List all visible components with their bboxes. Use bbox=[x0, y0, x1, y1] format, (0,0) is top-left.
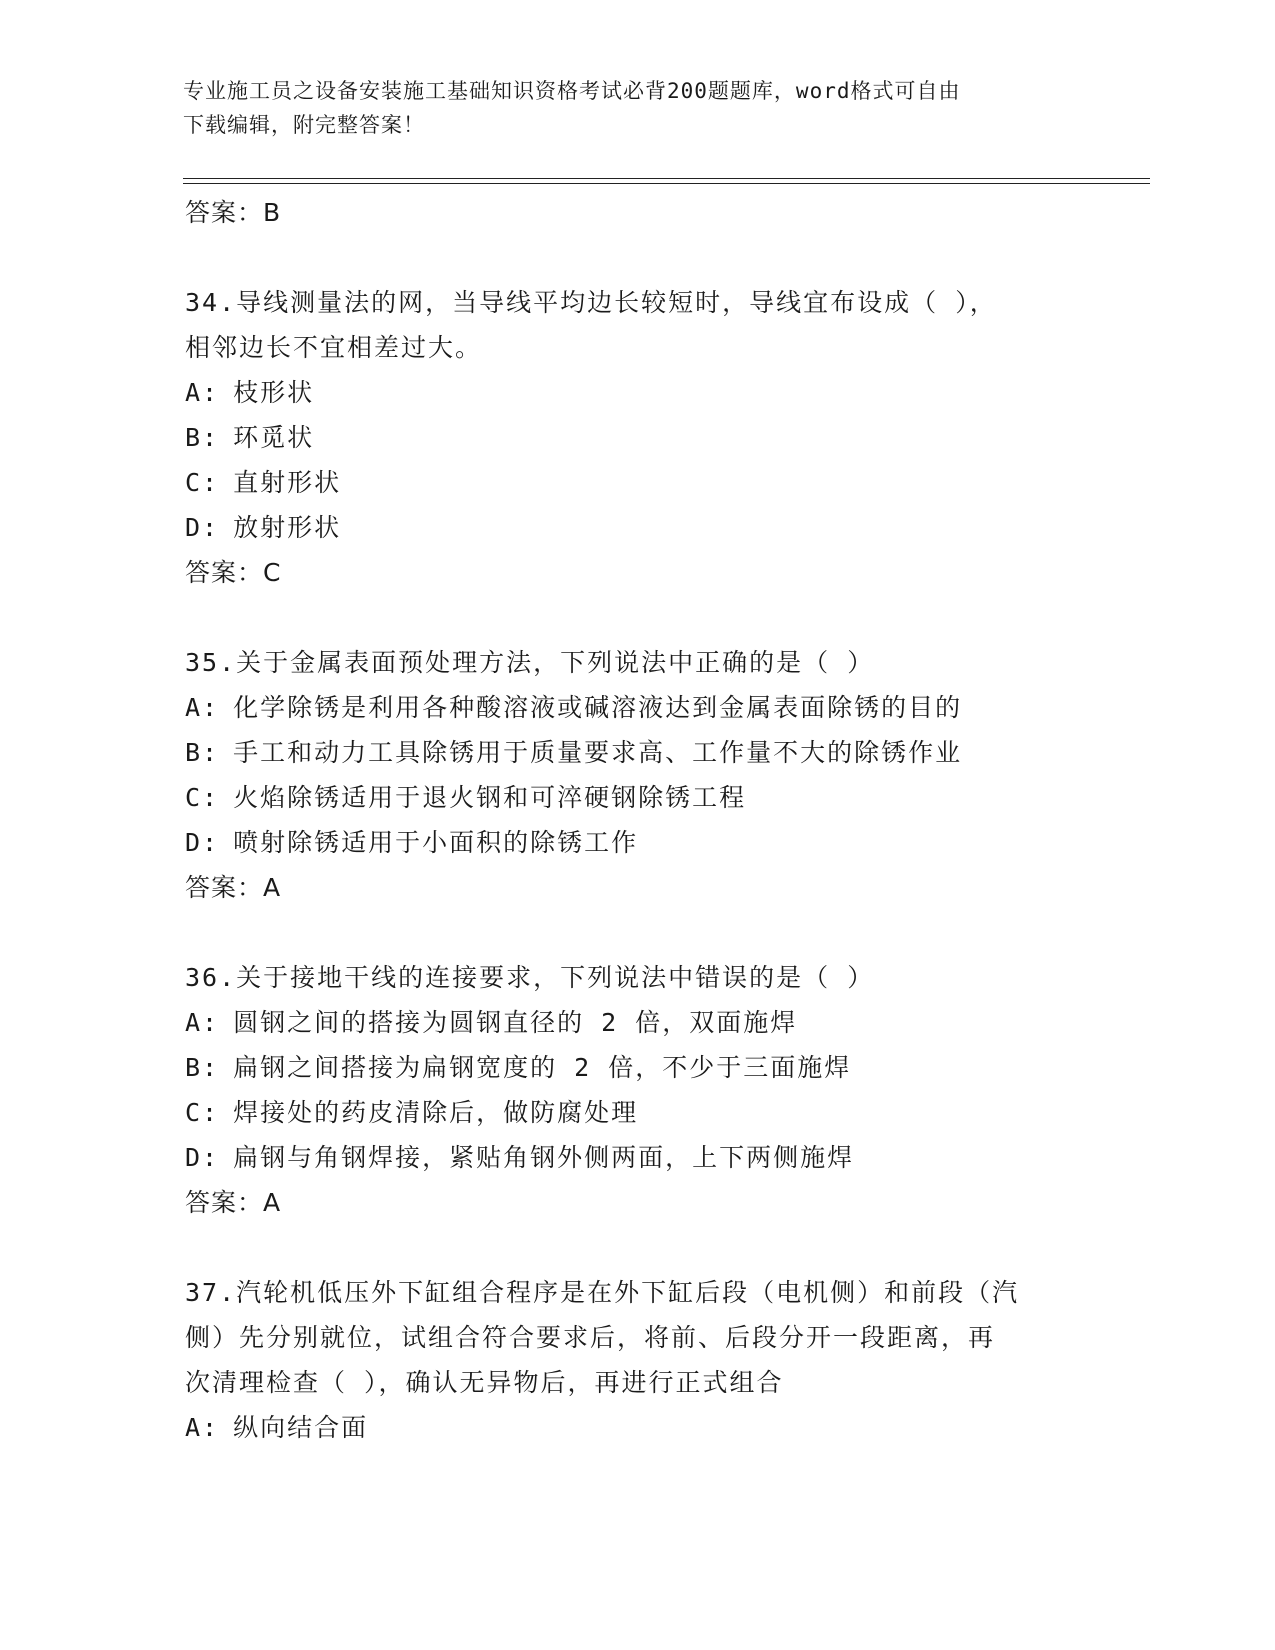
option-b bbox=[185, 1045, 1085, 1090]
option-d bbox=[185, 505, 1085, 550]
answer-33: 答案：B bbox=[185, 198, 282, 227]
option-label: D: bbox=[185, 828, 220, 857]
option-text: 扁钢与角钢焊接，紧贴角钢外侧两面，上下两侧施焊 bbox=[233, 1143, 855, 1172]
question-35 bbox=[185, 640, 1085, 910]
option-c bbox=[185, 460, 1085, 505]
option-text: 放射形状 bbox=[233, 513, 342, 542]
answer-35: 答案：A bbox=[185, 873, 282, 902]
option-a bbox=[185, 685, 1085, 730]
question-stem: 34.导线测量法的网，当导线平均边长较短时，导线宜布设成（ ）， bbox=[185, 288, 997, 317]
spacer bbox=[185, 595, 1085, 640]
option-d bbox=[185, 820, 1085, 865]
option-c bbox=[185, 1090, 1085, 1135]
option-label: D: bbox=[185, 1143, 220, 1172]
question-36 bbox=[185, 955, 1085, 1225]
option-label: A: bbox=[185, 378, 220, 407]
option-label: C: bbox=[185, 1098, 220, 1127]
page-header bbox=[183, 74, 1083, 142]
option-label: C: bbox=[185, 468, 220, 497]
option-label: D: bbox=[185, 513, 220, 542]
spacer bbox=[185, 1225, 1085, 1270]
header-divider-bottom bbox=[183, 183, 1150, 184]
header-line-2: 下载编辑，附完整答案！ bbox=[183, 113, 425, 137]
question-stem: 35.关于金属表面预处理方法，下列说法中正确的是（ ） bbox=[185, 648, 875, 677]
option-a bbox=[185, 1405, 1085, 1450]
question-list bbox=[185, 190, 1085, 1450]
option-label: A: bbox=[185, 693, 220, 722]
spacer bbox=[185, 235, 1085, 280]
question-stem: 36.关于接地干线的连接要求，下列说法中错误的是（ ） bbox=[185, 963, 875, 992]
option-b bbox=[185, 415, 1085, 460]
option-text: 直射形状 bbox=[233, 468, 342, 497]
option-text: 枝形状 bbox=[233, 378, 315, 407]
option-text: 环觅状 bbox=[233, 423, 315, 452]
question-34 bbox=[185, 280, 1085, 595]
option-label: C: bbox=[185, 783, 220, 812]
option-label: A: bbox=[185, 1008, 220, 1037]
option-label: B: bbox=[185, 1053, 220, 1082]
option-a bbox=[185, 1000, 1085, 1045]
question-37 bbox=[185, 1270, 1085, 1450]
header-line-1: 专业施工员之设备安装施工基础知识资格考试必背200题题库，word格式可自由 bbox=[183, 79, 961, 103]
question-stem: 侧）先分别就位，试组合符合要求后，将前、后段分开一段距离，再 bbox=[185, 1323, 996, 1352]
option-text: 喷射除锈适用于小面积的除锈工作 bbox=[233, 828, 639, 857]
option-text: 火焰除锈适用于退火钢和可淬硬钢除锈工程 bbox=[233, 783, 747, 812]
option-label: A: bbox=[185, 1413, 220, 1442]
question-stem: 次清理检查（ ），确认无异物后，再进行正式组合 bbox=[185, 1368, 784, 1397]
option-text: 纵向结合面 bbox=[233, 1413, 369, 1442]
option-text: 焊接处的药皮清除后，做防腐处理 bbox=[233, 1098, 639, 1127]
answer-34: 答案：C bbox=[185, 558, 282, 587]
answer-36: 答案：A bbox=[185, 1188, 282, 1217]
option-text: 手工和动力工具除锈用于质量要求高、工作量不大的除锈作业 bbox=[233, 738, 963, 767]
option-b bbox=[185, 730, 1085, 775]
question-stem: 相邻边长不宜相差过大。 bbox=[185, 333, 483, 362]
option-text: 扁钢之间搭接为扁钢宽度的 2 倍，不少于三面施焊 bbox=[233, 1053, 852, 1082]
option-text: 圆钢之间的搭接为圆钢直径的 2 倍，双面施焊 bbox=[233, 1008, 798, 1037]
option-text: 化学除锈是利用各种酸溶液或碱溶液达到金属表面除锈的目的 bbox=[233, 693, 963, 722]
question-stem: 37.汽轮机低压外下缸组合程序是在外下缸后段（电机侧）和前段（汽 bbox=[185, 1278, 1020, 1307]
option-d bbox=[185, 1135, 1085, 1180]
option-a bbox=[185, 370, 1085, 415]
option-c bbox=[185, 775, 1085, 820]
option-label: B: bbox=[185, 423, 220, 452]
spacer bbox=[185, 910, 1085, 955]
header-divider-top bbox=[183, 178, 1150, 179]
option-label: B: bbox=[185, 738, 220, 767]
